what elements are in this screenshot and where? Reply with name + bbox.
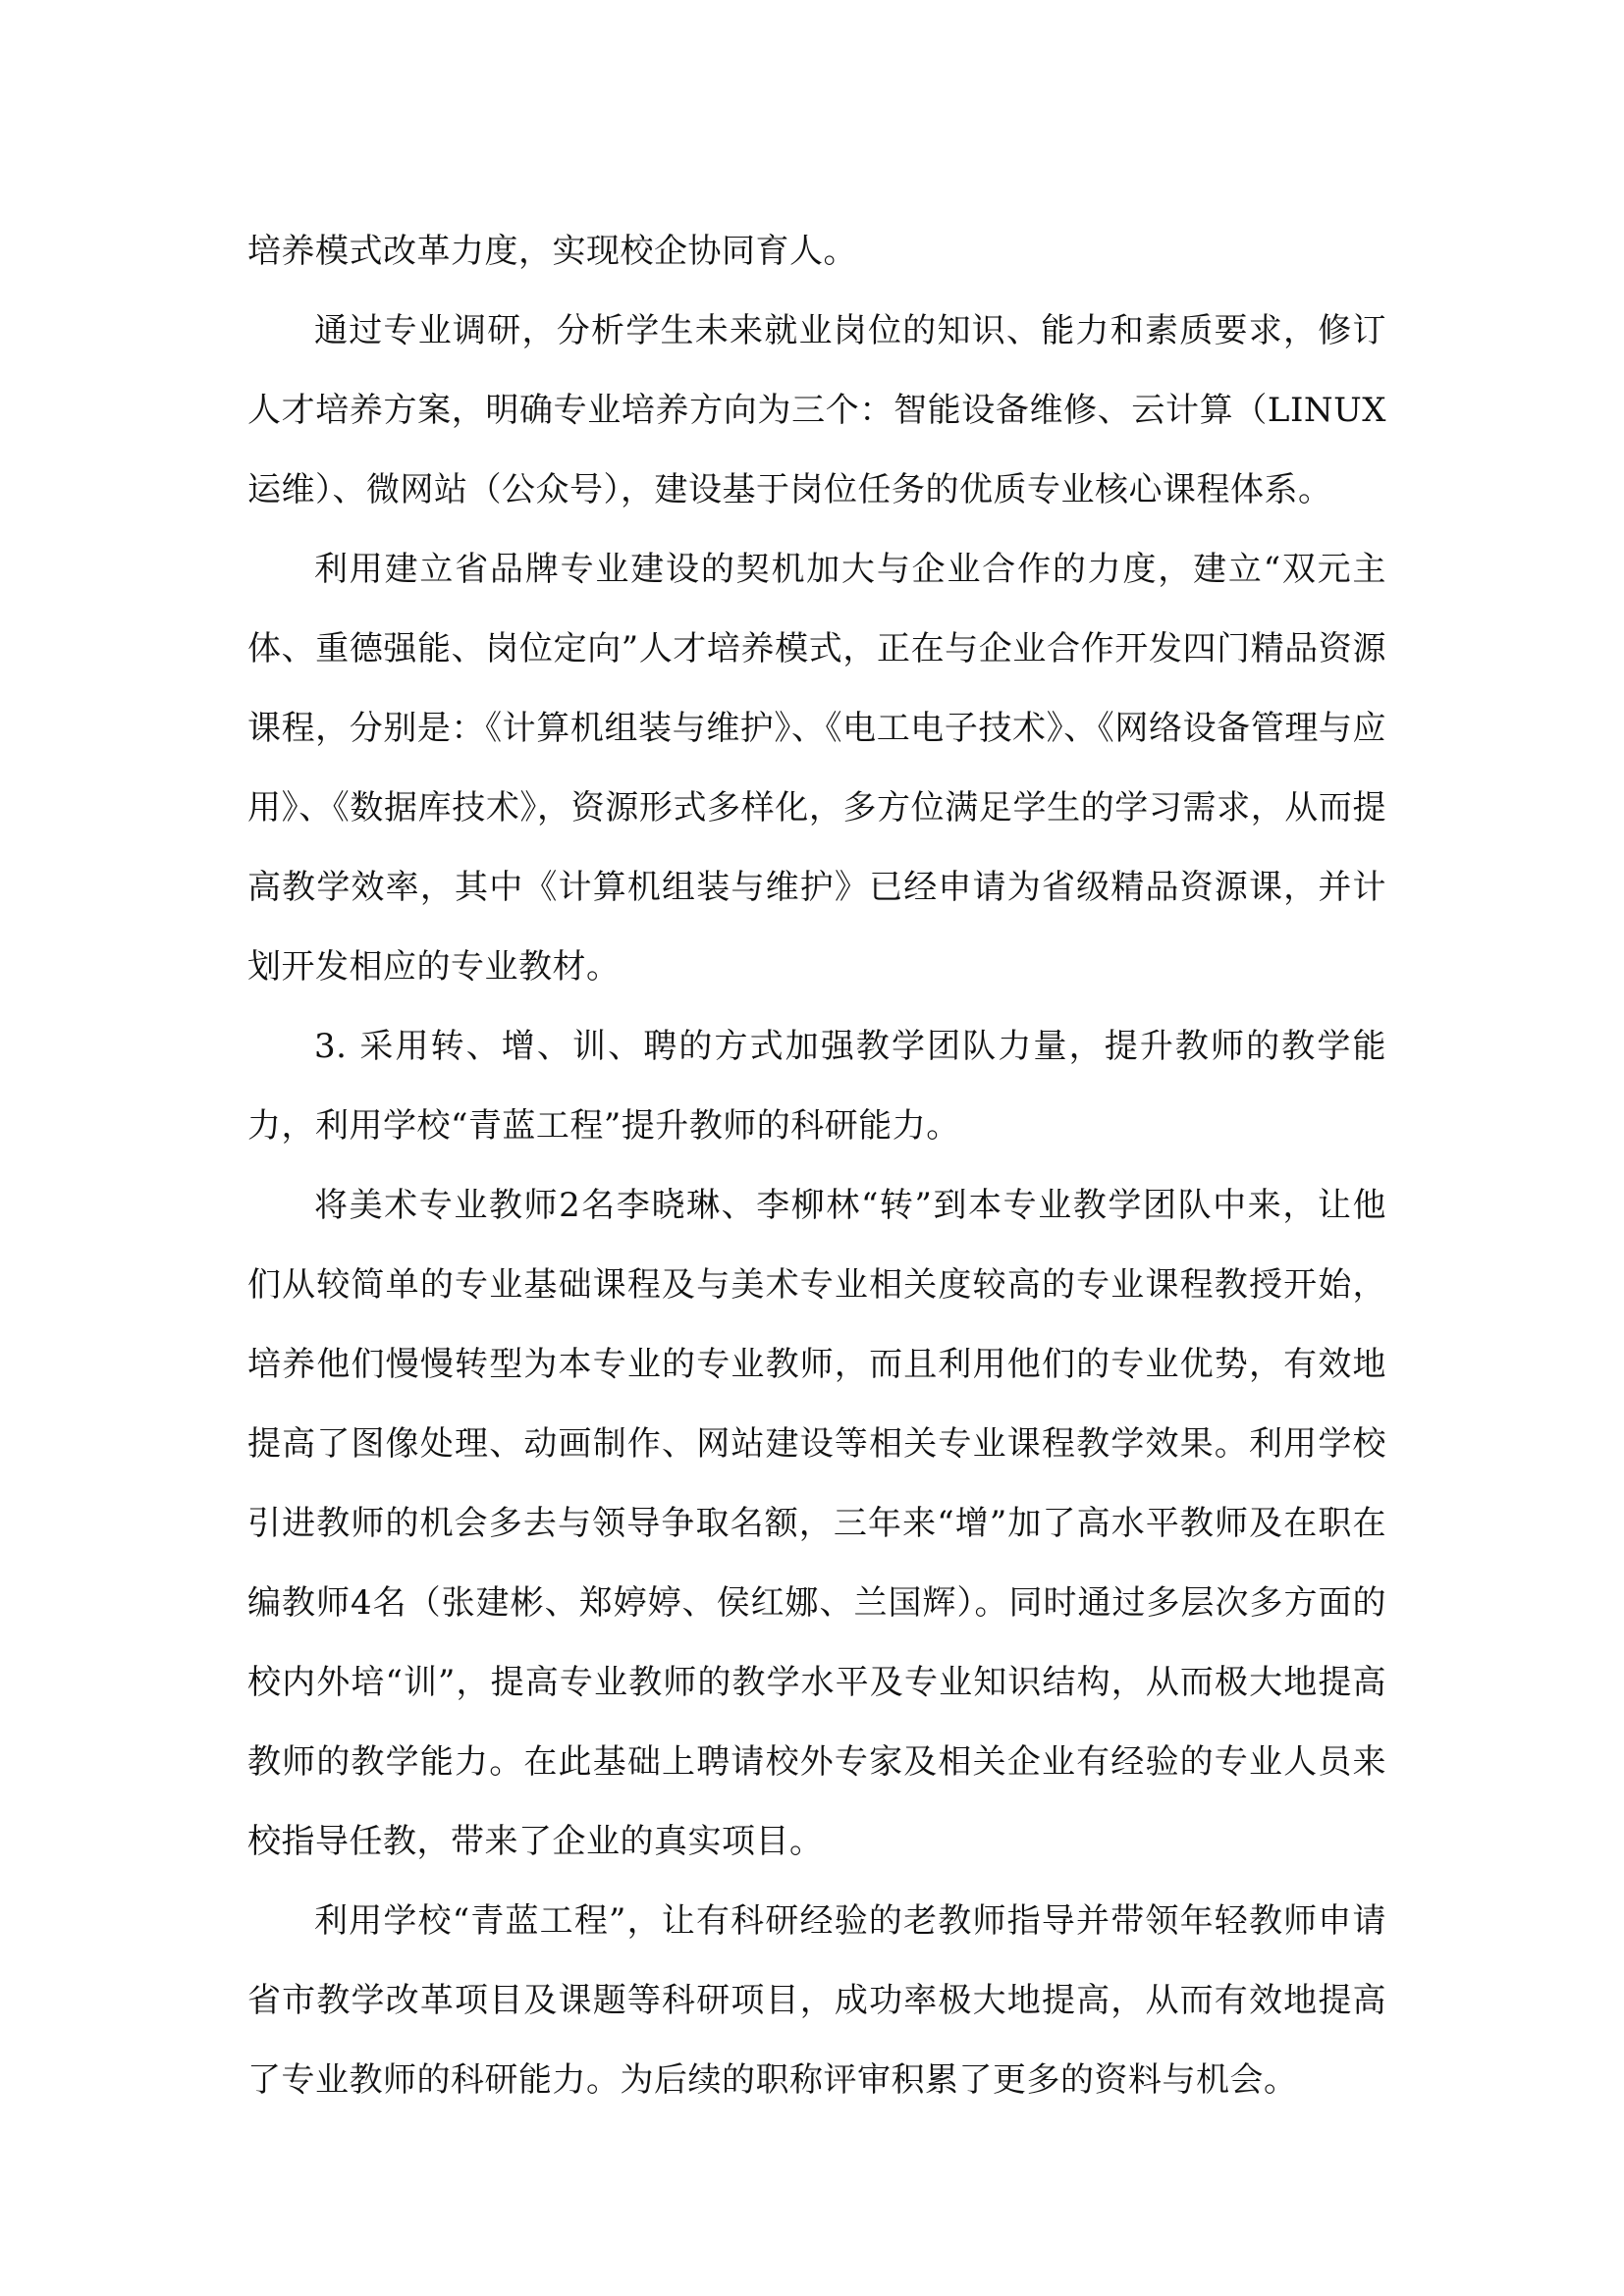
paragraph-enterprise-cooperation: 利用建立省品牌专业建设的契机加大与企业合作的力度，建立“双元主体、重德强能、岗位定向”人才培养模式，正在与企业合作开发四门精品资源课程，分别是：《计算机组装与维护》、《电工电子技术》、《网络设备管理与应用》、《数据库技术》，资源形式多样化，多方位满足学生的学习需求，从而提高教学效率，其中《计算机组装与维护》已经申请为省级精品资源课，并计划开发相应的专业教材。 xyxy=(247,550,1386,987)
paragraph-teacher-team: 将美术专业教师2名李晓琳、李柳林“转”到本专业教学团队中来，让他们从较简单的专业基础课程及与美术专业相关度较高的专业课程教授开始，培养他们慢慢转型为本专业的专业教师，而且利用他们的专业优势，有效地提高了图像处理、动画制作、网站建设等相关专业课程教学效果。利用学校引进教师的机会多去与领导争取名额，三年来“增”加了高水平教师及在职在编教师4名（张建彬、郑婷婷、侯红娜、兰国辉）。同时通过多层次多方面的校内外培“训”，提高专业教师的教学水平及专业知识结构，从而极大地提高教师的教学能力。在此基础上聘请校外专家及相关企业有经验的专业人员来校指导任教，带来了企业的真实项目。 xyxy=(247,1186,1386,1861)
paragraph-section-3-heading: 3. 采用转、增、训、聘的方式加强教学团队力量，提升教师的教学能力，利用学校“青蓝工程”提升教师的科研能力。 xyxy=(247,1027,1386,1146)
document-body xyxy=(247,212,1386,2120)
paragraph-research-ability: 利用学校“青蓝工程”，让有科研经验的老教师指导并带领年轻教师申请省市教学改革项目及课题等科研项目，成功率极大地提高，从而有效地提高了专业教师的科研能力。为后续的职称评审积累了更多的资料与机会。 xyxy=(247,1901,1386,2100)
paragraph-continuation: 培养模式改革力度，实现校企协同育人。 xyxy=(247,232,857,271)
paragraph-professional-research: 通过专业调研，分析学生未来就业岗位的知识、能力和素质要求，修订人才培养方案，明确专业培养方向为三个：智能设备维修、云计算（LINUX运维）、微网站（公众号），建设基于岗位任务的优质专业核心课程体系。 xyxy=(247,311,1386,509)
